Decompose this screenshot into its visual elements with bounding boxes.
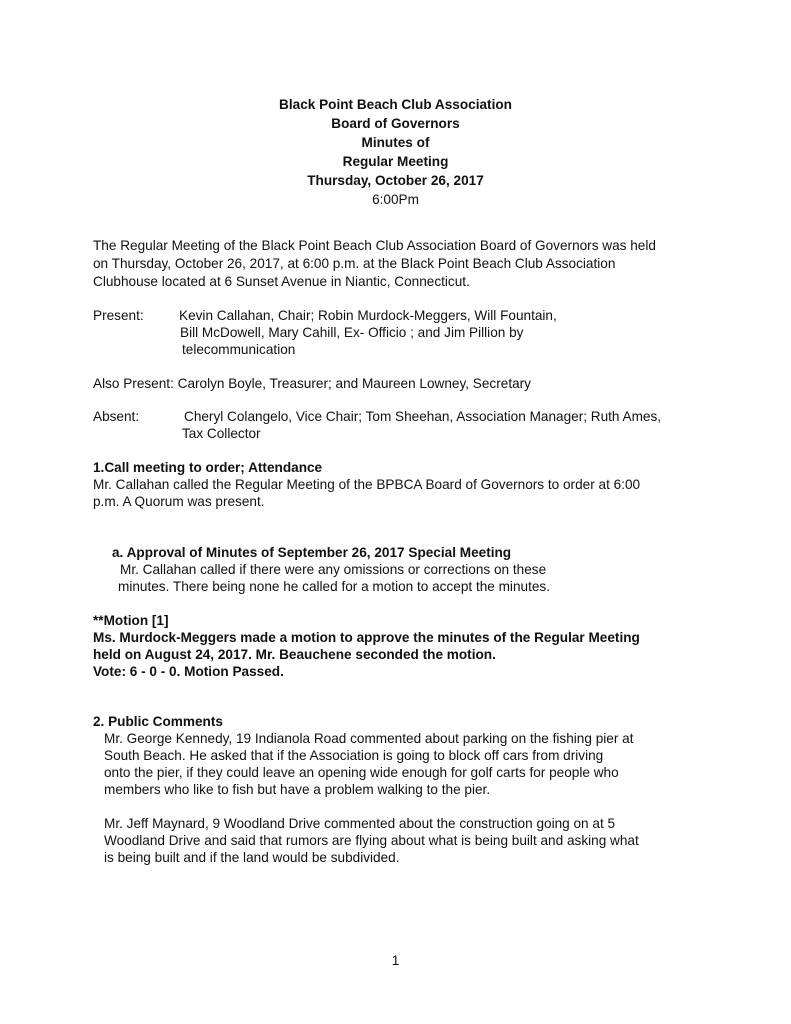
section-1a-heading: a. Approval of Minutes of September 26, 2017 Special Meeting — [112, 545, 512, 560]
header-line-3: Minutes of — [361, 135, 430, 150]
present-label: Present: — [93, 308, 144, 323]
header-line-1: Black Point Beach Club Association — [279, 97, 512, 112]
intro-line-2: on Thursday, October 26, 2017, at 6:00 p.m. at the Black Point Beach Club Association — [93, 256, 616, 271]
intro-line-3: Clubhouse located at 6 Sunset Avenue in Niantic, Connecticut. — [93, 274, 470, 289]
motion-vote: Vote: 6 - 0 - 0. Motion Passed. — [93, 664, 284, 679]
motion-line-2: held on August 24, 2017. Mr. Beauchene seconded the motion. — [93, 647, 496, 662]
header-line-5: Thursday, October 26, 2017 — [307, 173, 484, 188]
motion-title: **Motion [1] — [93, 613, 169, 628]
motion-line-1: Ms. Murdock-Meggers made a motion to approve the minutes of the Regular Meeting — [93, 630, 640, 645]
section-1-line-2: p.m. A Quorum was present. — [93, 494, 265, 509]
section-2-p1-line-3: onto the pier, if they could leave an opening wide enough for golf carts for people who — [104, 765, 619, 780]
section-2-p2-line-3: is being built and if the land would be subdivided. — [104, 850, 400, 865]
section-2-heading: 2. Public Comments — [93, 714, 223, 729]
section-1-heading: 1.Call meeting to order; Attendance — [93, 460, 323, 475]
absent-line-2: Tax Collector — [182, 426, 261, 441]
absent-label: Absent: — [93, 409, 140, 424]
section-2-p1-line-2: South Beach. He asked that if the Association is going to block off cars from driving — [104, 748, 604, 763]
header-line-4: Regular Meeting — [342, 154, 449, 169]
section-2-p2-line-2: Woodland Drive and said that rumors are flying about what is being built and asking what — [104, 833, 639, 848]
section-1a-line-1: Mr. Callahan called if there were any omissions or corrections on these — [120, 562, 547, 577]
present-line-2: Bill McDowell, Mary Cahill, Ex- Officio ; and Jim Pillion by — [180, 325, 524, 340]
header-line-2: Board of Governors — [331, 116, 460, 131]
section-2-p1-line-4: members who like to fish but have a problem walking to the pier. — [104, 782, 491, 797]
section-1-line-1: Mr. Callahan called the Regular Meeting of the BPBCA Board of Governors to order at 6:00 — [93, 477, 641, 492]
absent-line-1: Cheryl Colangelo, Vice Chair; Tom Sheehan, Association Manager; Ruth Ames, — [184, 409, 662, 424]
also-present: Also Present: Carolyn Boyle, Treasurer; and Maureen Lowney, Secretary — [93, 376, 531, 391]
intro-line-1: The Regular Meeting of the Black Point Beach Club Association Board of Governors was held — [93, 238, 656, 253]
section-2-p1-line-1: Mr. George Kennedy, 19 Indianola Road commented about parking on the fishing pier at — [104, 731, 634, 746]
section-1a-line-2: minutes. There being none he called for a motion to accept the minutes. — [118, 579, 550, 594]
present-line-1: Kevin Callahan, Chair; Robin Murdock-Meggers, Will Fountain, — [179, 308, 557, 323]
document-header — [0, 95, 791, 209]
header-line-6: 6:00Pm — [372, 192, 419, 207]
page-number: 1 — [391, 953, 400, 968]
present-line-3: telecommunication — [182, 342, 296, 357]
section-2-p2-line-1: Mr. Jeff Maynard, 9 Woodland Drive commented about the construction going on at 5 — [104, 816, 616, 831]
